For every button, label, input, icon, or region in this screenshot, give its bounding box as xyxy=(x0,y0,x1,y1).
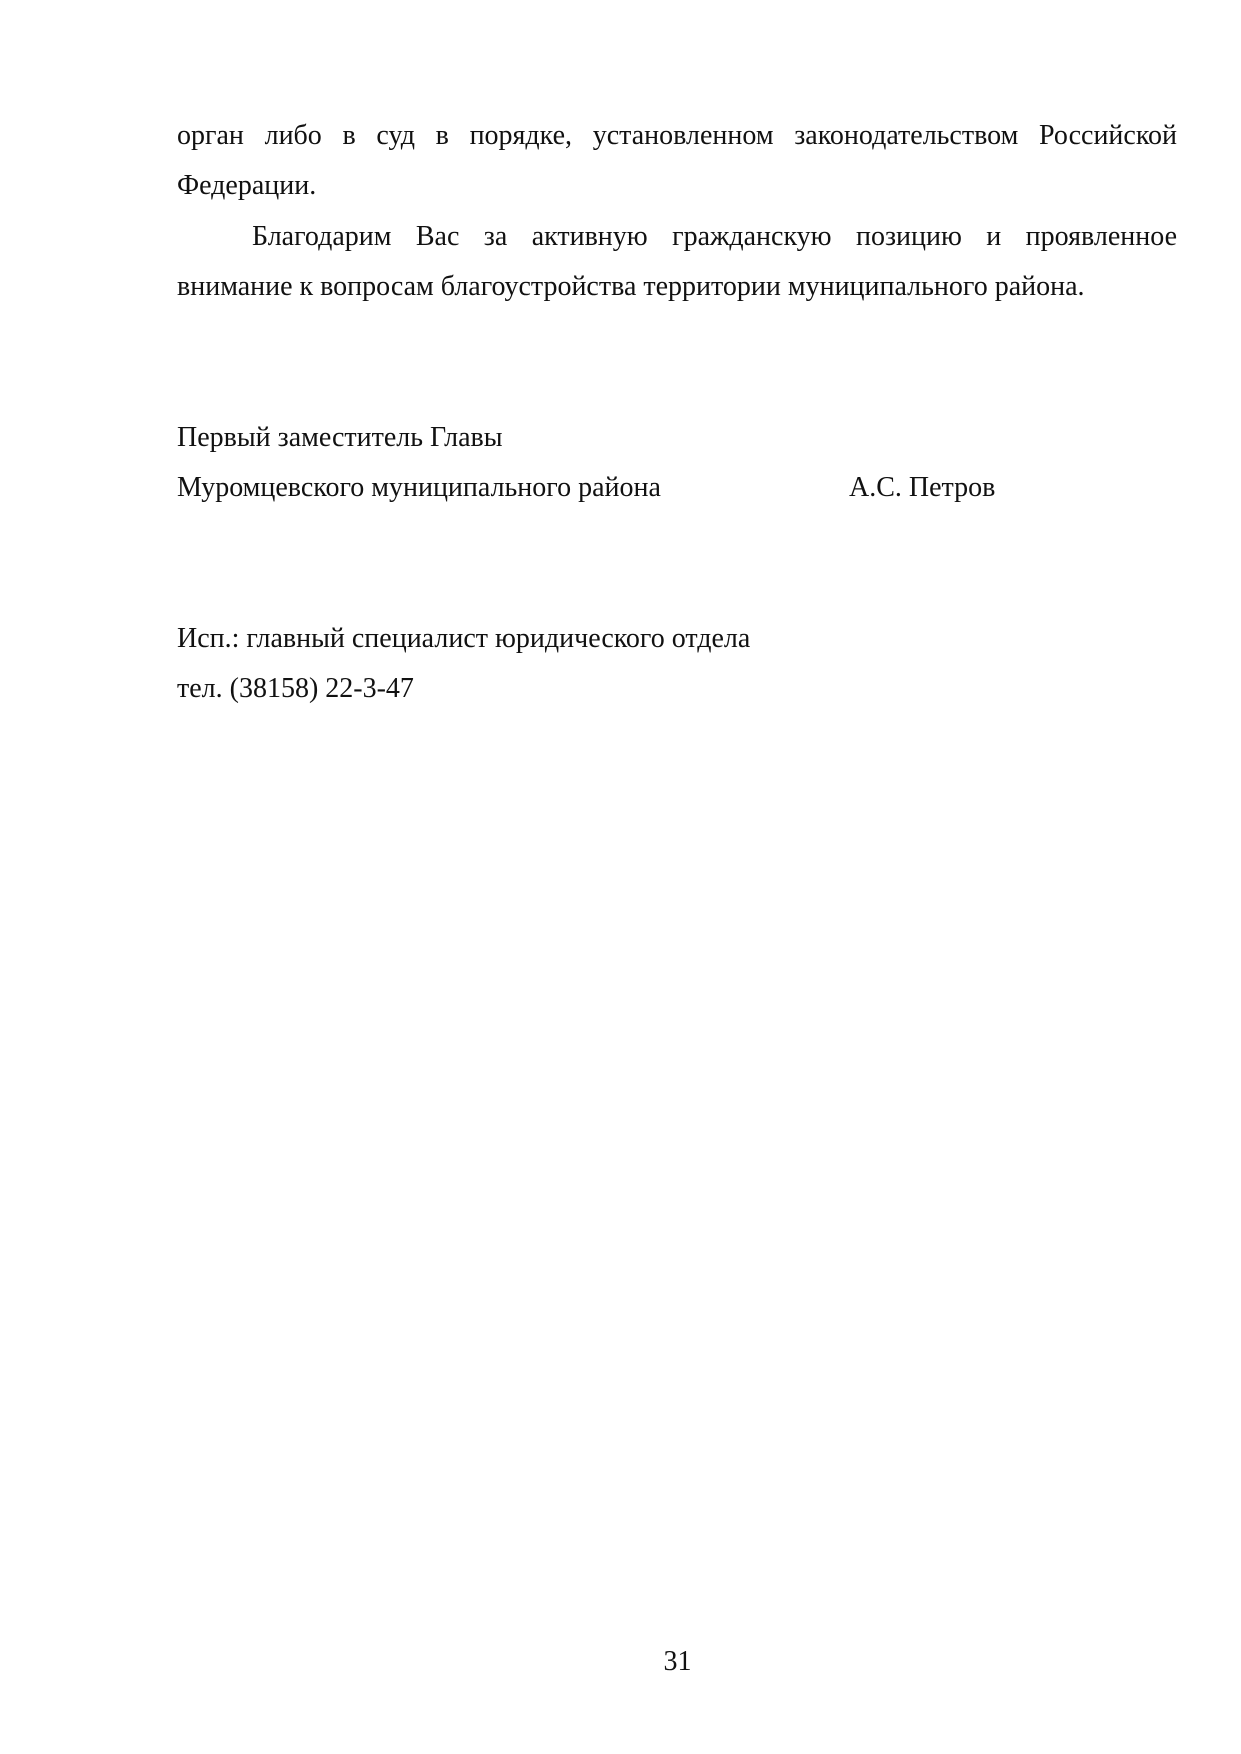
signatory-position-line-2: Муромцевского муниципального района xyxy=(177,472,661,503)
paragraph-thanks: Благодарим Вас за активную гражданскую позицию и проявленное внимание к вопросам благоустройства территории муниципального района. xyxy=(177,221,1177,302)
paragraph-continuation: орган либо в суд в порядке, установленном законодательством Российской Федерации. xyxy=(177,120,1177,201)
executor-line: Исп.: главный специалист юридического отдела xyxy=(177,623,751,654)
executor-phone: тел. (38158) 22-3-47 xyxy=(177,673,414,704)
page-number: 31 xyxy=(663,1646,692,1677)
signatory-position-line-1: Первый заместитель Главы xyxy=(177,422,503,453)
signatory-name: А.С. Петров xyxy=(849,472,996,503)
